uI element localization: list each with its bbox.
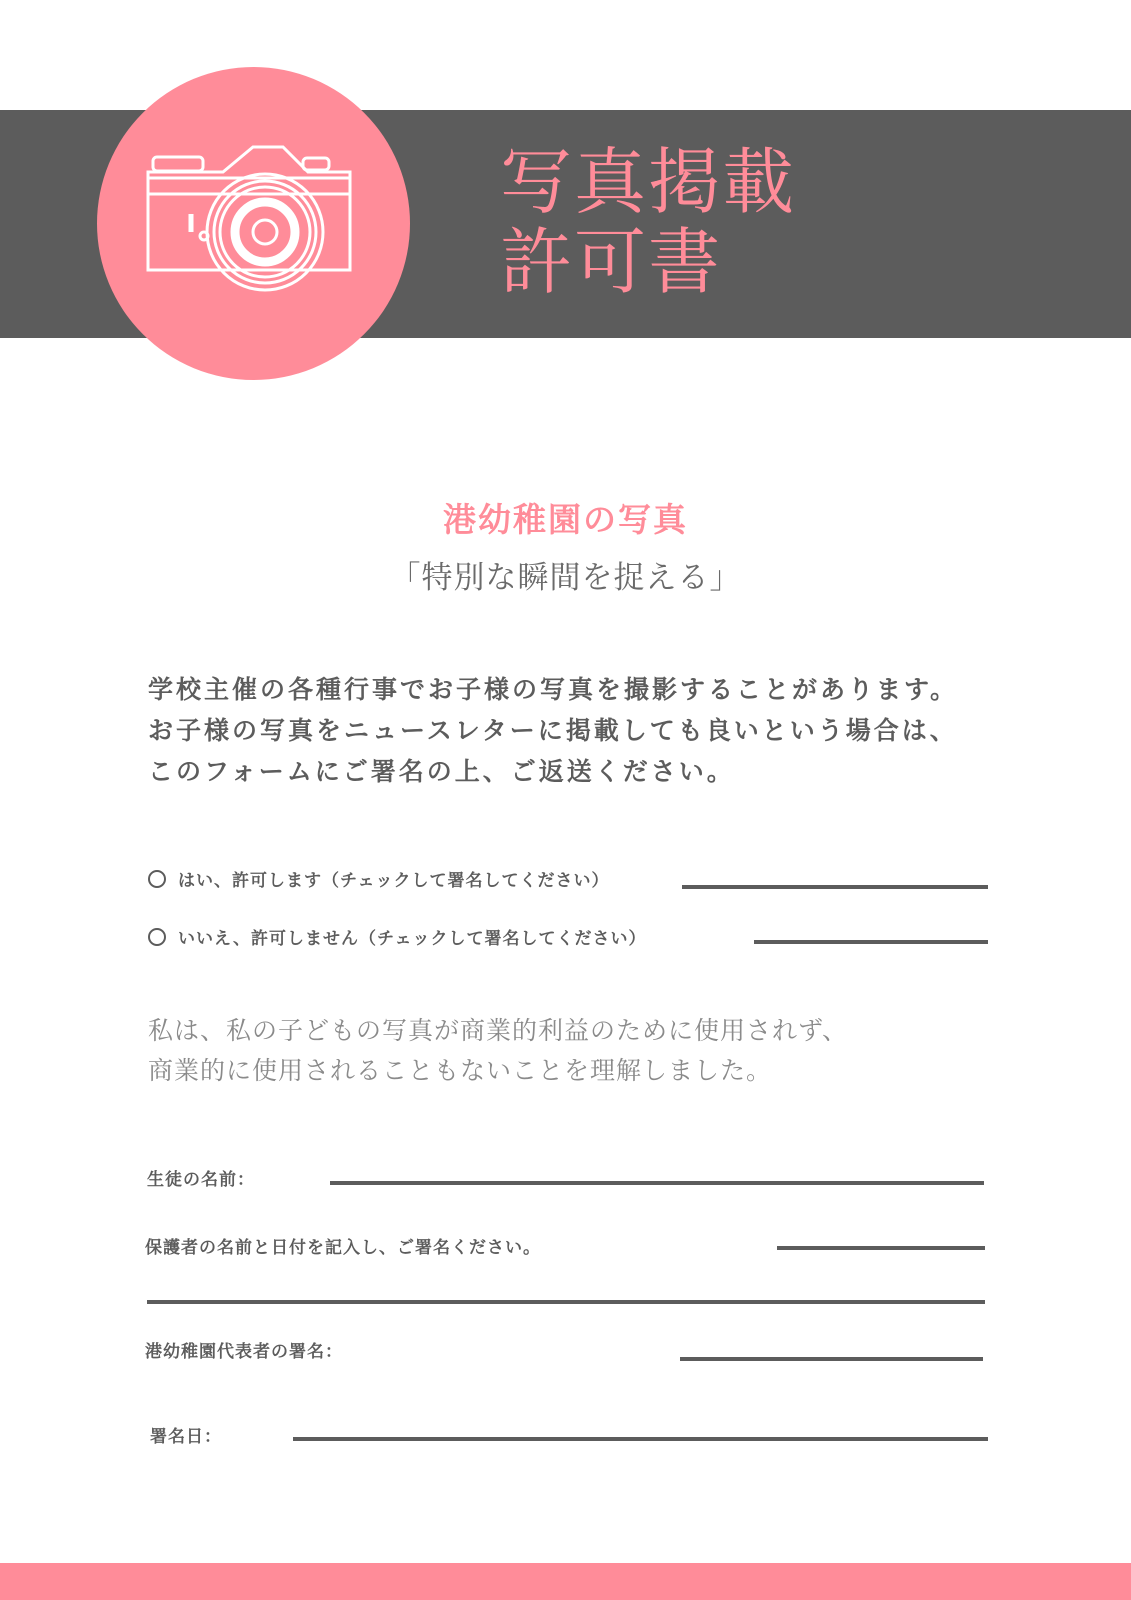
representative-signature-line[interactable] <box>680 1357 983 1361</box>
title-line-1: 写真掲載 <box>500 140 797 224</box>
sign-date-line[interactable] <box>293 1437 988 1441</box>
sign-date-label: 署名日： <box>150 1427 222 1447</box>
option-no-label: いいえ、許可しません（チェックして署名してください） <box>178 929 647 949</box>
student-name-line[interactable] <box>330 1181 984 1185</box>
option-yes[interactable] <box>148 866 610 891</box>
consent-statement <box>148 1011 978 1091</box>
statement-line-2: 商業的に使用されることもないことを理解しました。 <box>148 1056 773 1085</box>
student-name-label: 生徒の名前： <box>147 1170 255 1190</box>
guardian-signature-line[interactable] <box>147 1300 985 1304</box>
footer-band <box>0 1563 1131 1600</box>
yes-signature-line[interactable] <box>682 885 988 889</box>
option-yes-label: はい、許可します（チェックして署名してください） <box>178 871 610 891</box>
yes-radio[interactable] <box>148 870 166 888</box>
page-title <box>500 142 796 302</box>
option-no[interactable] <box>148 924 647 949</box>
tagline: 「特別な瞬間を捉える」 <box>389 560 742 596</box>
no-signature-line[interactable] <box>754 940 988 944</box>
guardian-label: 保護者の名前と日付を記入し、ご署名ください。 <box>145 1238 541 1258</box>
no-radio[interactable] <box>148 928 166 946</box>
representative-label: 港幼稚園代表者の署名： <box>145 1342 343 1362</box>
kindergarten-heading: 港幼稚園の写真 <box>443 500 688 539</box>
title-line-2: 許可書 <box>500 220 723 304</box>
intro-paragraph: 学校主催の各種行事でお子様の写真を撮影することがあります。お子様の写真をニュースレターに掲載しても良いという場合は、このフォームにご署名の上、ご返送ください。 <box>148 675 959 786</box>
statement-line-1: 私は、私の子どもの写真が商業的利益のために使用されず、 <box>148 1016 849 1045</box>
guardian-date-line[interactable] <box>777 1246 985 1250</box>
camera-icon <box>143 142 363 302</box>
